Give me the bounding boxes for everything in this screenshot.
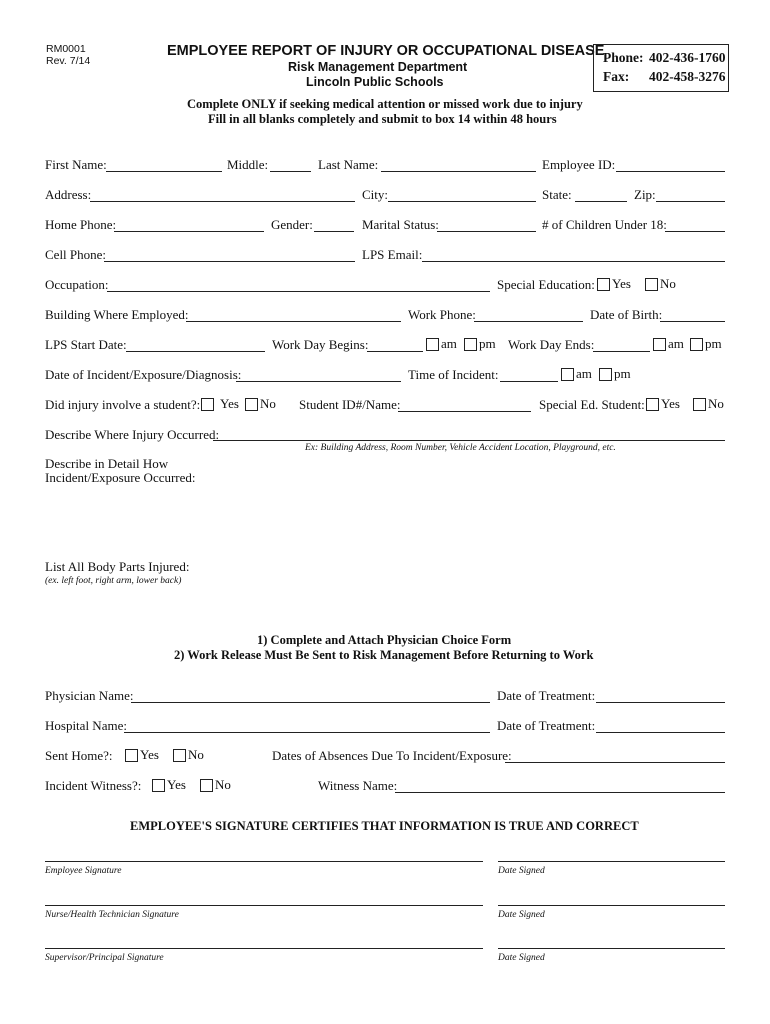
ends-pm-checkbox[interactable] [690, 338, 703, 351]
special-education-no-option[interactable] [645, 276, 676, 292]
form-revision: Rev. 7/14 [46, 55, 91, 67]
employee-signature-label: Employee Signature [45, 866, 122, 876]
sent-home-no-checkbox[interactable] [173, 749, 186, 762]
supervisor-date-field[interactable] [498, 948, 725, 949]
home-phone-field[interactable] [114, 231, 264, 232]
describe-detail-label-1: Describe in Detail How [45, 456, 169, 471]
start-date-field[interactable] [126, 351, 265, 352]
first-name-field[interactable] [106, 171, 222, 172]
nurse-date-label: Date Signed [498, 910, 545, 920]
pm-label: pm [479, 336, 496, 351]
body-parts-label: List All Body Parts Injured: [45, 559, 190, 574]
sent-home-yes-checkbox[interactable] [125, 749, 138, 762]
special-ed-student-no-option[interactable] [693, 396, 724, 412]
building-label: Building Where Employed: [45, 307, 189, 322]
city-field[interactable] [388, 201, 536, 202]
where-injury-label: Describe Where Injury Occurred: [45, 427, 220, 442]
lps-email-field[interactable] [422, 261, 725, 262]
incident-am-checkbox[interactable] [561, 368, 574, 381]
occupation-field[interactable] [107, 291, 490, 292]
incident-am-option[interactable] [561, 366, 592, 382]
physician-step-1: 1) Complete and Attach Physician Choice Form [257, 633, 512, 647]
dates-absence-field[interactable] [505, 762, 725, 763]
work-phone-label: Work Phone: [408, 307, 476, 322]
time-of-incident-label: Time of Incident: [408, 367, 499, 382]
yes-label: Yes [220, 396, 239, 411]
body-parts-area[interactable] [210, 559, 725, 619]
yes-label: Yes [140, 747, 159, 762]
physician-treatment-date-field[interactable] [596, 702, 725, 703]
employee-id-label: Employee ID: [542, 157, 616, 172]
start-date-label: LPS Start Date: [45, 337, 127, 352]
dob-label: Date of Birth: [590, 307, 663, 322]
student-involved-yes-option[interactable] [201, 396, 239, 412]
city-label: City: [362, 187, 389, 202]
phone-label: Phone: [603, 50, 644, 65]
middle-label: Middle: [227, 157, 269, 172]
special-education-yes-option[interactable] [597, 276, 631, 292]
no-label: No [708, 396, 724, 411]
witness-no-option[interactable] [200, 777, 231, 793]
witness-name-field[interactable] [395, 792, 725, 793]
student-involved-label: Did injury involve a student?: [45, 397, 201, 412]
incident-witness-label: Incident Witness?: [45, 778, 142, 793]
dates-absence-label: Dates of Absences Due To Incident/Exposure: [272, 748, 512, 763]
lps-email-label: LPS Email: [362, 247, 423, 262]
state-field[interactable] [575, 201, 627, 202]
begins-am-option[interactable] [426, 336, 457, 352]
marital-status-field[interactable] [437, 231, 536, 232]
no-label: No [188, 747, 204, 762]
begins-pm-option[interactable] [464, 336, 496, 352]
state-label: State: [542, 187, 572, 202]
special-ed-student-yes-checkbox[interactable] [646, 398, 659, 411]
sent-home-label: Sent Home?: [45, 748, 113, 763]
phone-number: 402-436-1760 [649, 50, 726, 65]
work-day-ends-field[interactable] [593, 351, 650, 352]
witness-name-label: Witness Name: [318, 778, 398, 793]
work-phone-field[interactable] [474, 321, 583, 322]
yes-label: Yes [167, 777, 186, 792]
special-ed-student-no-checkbox[interactable] [693, 398, 706, 411]
children-label: # of Children Under 18: [542, 217, 667, 232]
physician-step-2: 2) Work Release Must Be Sent to Risk Management Before Returning to Work [174, 648, 594, 662]
marital-status-label: Marital Status: [362, 217, 439, 232]
body-parts-example: (ex. left foot, right arm, lower back) [45, 576, 182, 586]
incident-pm-option[interactable] [599, 366, 631, 382]
children-field[interactable] [665, 231, 725, 232]
incident-pm-checkbox[interactable] [599, 368, 612, 381]
yes-label: Yes [612, 276, 631, 291]
nurse-date-field[interactable] [498, 905, 725, 906]
form-code: RM0001 [46, 43, 86, 55]
student-involved-no-option[interactable] [245, 396, 276, 412]
physician-treatment-date-label: Date of Treatment: [497, 688, 596, 703]
student-involved-no-checkbox[interactable] [245, 398, 258, 411]
special-ed-student-label: Special Ed. Student: [539, 397, 645, 412]
cell-phone-label: Cell Phone: [45, 247, 107, 262]
witness-yes-checkbox[interactable] [152, 779, 165, 792]
instruction-line-2: Fill in all blanks completely and submit to box 14 within 48 hours [208, 112, 557, 126]
pm-label: pm [614, 366, 631, 381]
zip-label: Zip: [634, 187, 656, 202]
incident-date-label: Date of Incident/Exposure/Diagnosis: [45, 367, 242, 382]
where-injury-field[interactable] [213, 440, 725, 441]
contact-box [593, 44, 729, 92]
middle-field[interactable] [270, 171, 311, 172]
work-day-ends-label: Work Day Ends: [508, 337, 595, 352]
hospital-name-label: Hospital Name: [45, 718, 127, 733]
ends-pm-option[interactable] [690, 336, 722, 352]
special-education-no-checkbox[interactable] [645, 278, 658, 291]
special-ed-student-yes-option[interactable] [646, 396, 680, 412]
department-name: Risk Management Department [288, 60, 468, 74]
sent-home-no-option[interactable] [173, 747, 204, 763]
gender-label: Gender: [271, 217, 313, 232]
witness-no-checkbox[interactable] [200, 779, 213, 792]
yes-label: Yes [661, 396, 680, 411]
fax-number: 402-458-3276 [649, 69, 726, 84]
building-field[interactable] [186, 321, 401, 322]
employee-signature-field[interactable] [45, 861, 483, 862]
dob-field[interactable] [660, 321, 725, 322]
physician-name-field[interactable] [131, 702, 490, 703]
incident-date-field[interactable] [236, 381, 401, 382]
where-injury-example: Ex: Building Address, Room Number, Vehicle Accident Location, Playground, etc. [305, 443, 616, 453]
hospital-treatment-date-field[interactable] [596, 732, 725, 733]
first-name-label: First Name: [45, 157, 107, 172]
supervisor-signature-label: Supervisor/Principal Signature [45, 953, 164, 963]
student-id-label: Student ID#/Name: [299, 397, 401, 412]
certification-statement: EMPLOYEE'S SIGNATURE CERTIFIES THAT INFORMATION IS TRUE AND CORRECT [130, 819, 639, 833]
witness-yes-option[interactable] [152, 777, 186, 793]
employee-date-label: Date Signed [498, 866, 545, 876]
hospital-name-field[interactable] [124, 732, 490, 733]
student-id-field[interactable] [398, 411, 531, 412]
no-label: No [260, 396, 276, 411]
occupation-label: Occupation: [45, 277, 109, 292]
no-label: No [660, 276, 676, 291]
ends-am-option[interactable] [653, 336, 684, 352]
hospital-treatment-date-label: Date of Treatment: [497, 718, 596, 733]
pm-label: pm [705, 336, 722, 351]
time-of-incident-field[interactable] [500, 381, 558, 382]
fax-label: Fax: [603, 69, 630, 84]
home-phone-label: Home Phone: [45, 217, 117, 232]
begins-am-checkbox[interactable] [426, 338, 439, 351]
form-title: EMPLOYEE REPORT OF INJURY OR OCCUPATIONAL DISEASE [167, 43, 605, 59]
am-label: am [668, 336, 684, 351]
special-education-label: Special Education: [497, 277, 595, 292]
work-day-begins-label: Work Day Begins: [272, 337, 369, 352]
sent-home-yes-option[interactable] [125, 747, 159, 763]
am-label: am [441, 336, 457, 351]
zip-field[interactable] [656, 201, 725, 202]
no-label: No [215, 777, 231, 792]
special-education-yes-checkbox[interactable] [597, 278, 610, 291]
ends-am-checkbox[interactable] [653, 338, 666, 351]
nurse-signature-field[interactable] [45, 905, 483, 906]
supervisor-date-label: Date Signed [498, 953, 545, 963]
address-label: Address: [45, 187, 92, 202]
student-involved-yes-checkbox[interactable] [201, 398, 214, 411]
cell-phone-field[interactable] [104, 261, 355, 262]
employee-date-field[interactable] [498, 861, 725, 862]
gender-field[interactable] [314, 231, 354, 232]
last-name-label: Last Name: [318, 157, 379, 172]
nurse-signature-label: Nurse/Health Technician Signature [45, 910, 179, 920]
physician-name-label: Physician Name: [45, 688, 134, 703]
organization-name: Lincoln Public Schools [306, 75, 444, 89]
begins-pm-checkbox[interactable] [464, 338, 477, 351]
describe-detail-area[interactable] [210, 456, 725, 551]
instruction-line-1: Complete ONLY if seeking medical attention or missed work due to injury [187, 97, 583, 111]
am-label: am [576, 366, 592, 381]
describe-detail-label-2: Incident/Exposure Occurred: [45, 470, 196, 485]
work-day-begins-field[interactable] [367, 351, 423, 352]
supervisor-signature-field[interactable] [45, 948, 483, 949]
last-name-field[interactable] [381, 171, 536, 172]
address-field[interactable] [90, 201, 355, 202]
employee-id-field[interactable] [616, 171, 725, 172]
